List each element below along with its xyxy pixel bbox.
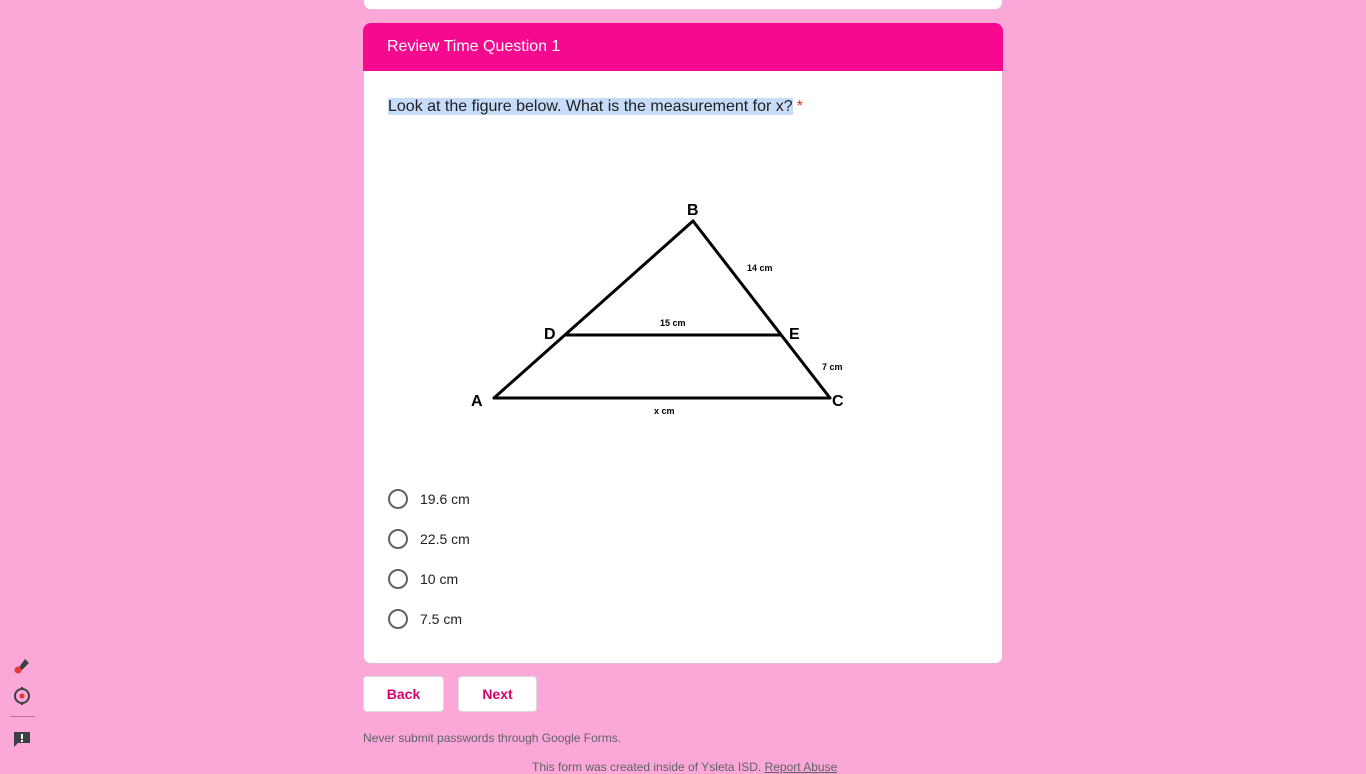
kami-extension-icon[interactable] <box>10 654 34 676</box>
vertex-label-a: A <box>471 393 483 410</box>
radio-button[interactable] <box>388 569 408 589</box>
footer-created-line <box>532 760 837 774</box>
option-label: 19.6 cm <box>420 491 470 507</box>
option-19-6-cm[interactable] <box>388 487 470 511</box>
measure-ac: x cm <box>654 406 675 416</box>
back-button[interactable]: Back <box>363 676 444 712</box>
question-figure <box>388 143 980 473</box>
vertex-label-b: B <box>687 202 699 219</box>
report-problem-icon[interactable] <box>10 728 34 750</box>
accessibility-icon[interactable] <box>10 685 34 707</box>
question-title <box>388 95 803 119</box>
radio-button[interactable] <box>388 609 408 629</box>
option-22-5-cm[interactable] <box>388 527 470 551</box>
triangle-diagram <box>388 143 980 473</box>
side-ab <box>494 221 693 398</box>
required-asterisk: * <box>796 98 803 115</box>
created-by-text: This form was created inside of Ysleta ISD. <box>532 760 762 774</box>
vertex-label-e: E <box>789 326 800 343</box>
report-abuse-link[interactable]: Report Abuse <box>764 760 838 774</box>
radio-button[interactable] <box>388 489 408 509</box>
measure-ec: 7 cm <box>822 362 843 372</box>
vertex-label-c: C <box>832 393 844 410</box>
radio-button[interactable] <box>388 529 408 549</box>
option-7-5-cm[interactable] <box>388 607 462 631</box>
option-10-cm[interactable] <box>388 567 458 591</box>
side-bc <box>693 221 830 398</box>
section-header <box>363 23 1003 71</box>
password-warning: Never submit passwords through Google Forms. <box>363 731 622 745</box>
measure-be: 14 cm <box>747 263 773 273</box>
next-button[interactable]: Next <box>458 676 537 712</box>
section-title: Review Time Question 1 <box>387 38 561 55</box>
option-label: 7.5 cm <box>420 611 463 627</box>
option-label: 22.5 cm <box>420 531 470 547</box>
vertex-label-d: D <box>544 326 556 343</box>
question-card <box>363 71 1003 664</box>
option-label: 10 cm <box>420 571 459 587</box>
previous-section-card <box>363 0 1003 10</box>
toolbar-divider <box>10 716 35 717</box>
question-text: Look at the figure below. What is the measurement for x? <box>388 98 793 115</box>
measure-de: 15 cm <box>660 318 686 328</box>
